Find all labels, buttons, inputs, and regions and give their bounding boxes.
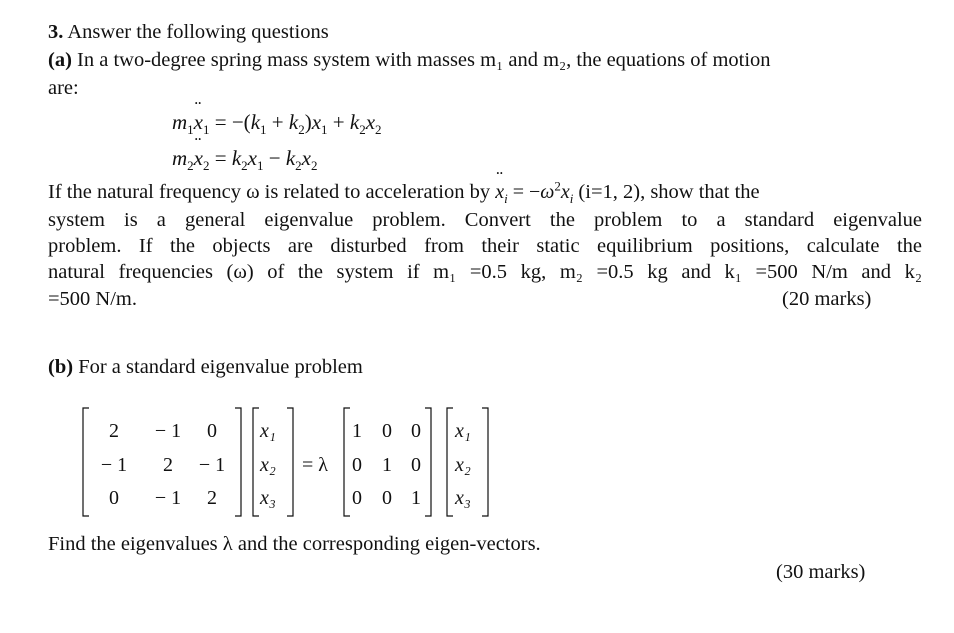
matrix-a-left-bracket <box>83 408 89 516</box>
vector-right-side-left-bracket <box>447 408 453 516</box>
part-a-intro-line1: In a two-degree spring mass system with masses m₁ and m₂, the equations of motion <box>77 49 771 71</box>
matrix-a-cell: − 1 <box>154 420 182 442</box>
identity-cell: 0 <box>411 454 421 476</box>
matrix-a-cell: 0 <box>109 487 119 509</box>
equals-lambda: = λ <box>302 454 328 476</box>
matrix-equation-svg <box>80 404 520 524</box>
question-number: 3. <box>48 21 64 43</box>
matrix-a-cell: − 1 <box>100 454 128 476</box>
vector-entry: x₁ <box>260 420 276 442</box>
part-a-text-line3: problem. If the objects are disturbed from their static equilibrium positions, calculate the <box>48 235 922 257</box>
matrix-a-cell: − 1 <box>198 454 226 476</box>
matrix-a-cell: 2 <box>109 420 119 442</box>
identity-cell: 0 <box>352 454 362 476</box>
identity-cell: 0 <box>411 420 421 442</box>
part-b-question: Find the eigenvalues λ and the corresponding eigen-vectors. <box>48 533 541 555</box>
vector-entry: x₂ <box>455 454 471 476</box>
vector-entry: x₂ <box>260 454 276 476</box>
vector-right-side-right-bracket <box>482 408 488 516</box>
part-a-text-line4: natural frequencies (ω) of the system if m₁ =0.5 kg, m₂ =0.5 kg and k₁ =500 N/m and k₂ <box>48 261 922 283</box>
identity-matrix <box>352 420 421 509</box>
identity-cell: 0 <box>382 420 392 442</box>
vector-entry: x₁ <box>455 420 471 442</box>
acceleration-relation: ¨ $x_i = -\omega^2x_i$ <box>495 181 578 203</box>
part-a-intro-line2: are: <box>48 77 79 99</box>
identity-cell: 0 <box>382 487 392 509</box>
part-a-marks: (20 marks) <box>782 288 872 310</box>
part-a-text-line5: =500 N/m. <box>48 288 138 310</box>
part-a-label: (a) <box>48 49 72 71</box>
vector-left-bracket <box>253 408 259 516</box>
equation-2: $m_2¨$ $x_2 = k_2x_1 - k_2x_2$ <box>172 144 318 172</box>
identity-right-bracket <box>425 408 431 516</box>
part-b-marks: (30 marks) <box>776 561 866 583</box>
identity-cell: 1 <box>411 487 421 509</box>
text-line1-before: If the natural frequency ω is related to acceleration by <box>48 181 491 203</box>
part-b-label: (b) <box>48 356 74 378</box>
identity-cell: 1 <box>382 454 392 476</box>
vector-x-left <box>259 420 276 509</box>
matrix-a-right-bracket <box>235 408 241 516</box>
matrix-a-cell: 2 <box>163 454 173 476</box>
identity-cell: 1 <box>352 420 362 442</box>
matrix-a <box>101 420 225 509</box>
vector-entry: x₃ <box>260 487 276 509</box>
vector-right-bracket <box>287 408 293 516</box>
part-a-text-line2: system is a general eigenvalue problem. Convert the problem to a standard eigenvalue <box>48 209 922 231</box>
matrix-a-cell: 2 <box>207 487 217 509</box>
matrix-equation <box>80 404 520 529</box>
part-a-text-line1 <box>48 178 760 206</box>
matrix-a-cell: 0 <box>207 420 217 442</box>
vector-x-right <box>454 420 471 509</box>
equation-1: $m_1¨$ $x_1 = -(k_1 + k_2)x_1 + k_2x_2$ <box>172 108 382 136</box>
part-b-intro-text: For a standard eigenvalue problem <box>78 356 363 378</box>
vector-entry: x₃ <box>455 487 471 509</box>
identity-cell: 0 <box>352 487 362 509</box>
identity-left-bracket <box>344 408 350 516</box>
question-title: Answer the following questions <box>67 21 329 43</box>
text-line1-after: (i=1, 2), show that the <box>578 181 760 203</box>
part-a-intro <box>48 46 771 74</box>
question-heading <box>48 18 329 46</box>
matrix-a-cell: − 1 <box>154 487 182 509</box>
part-b-intro <box>48 353 363 381</box>
